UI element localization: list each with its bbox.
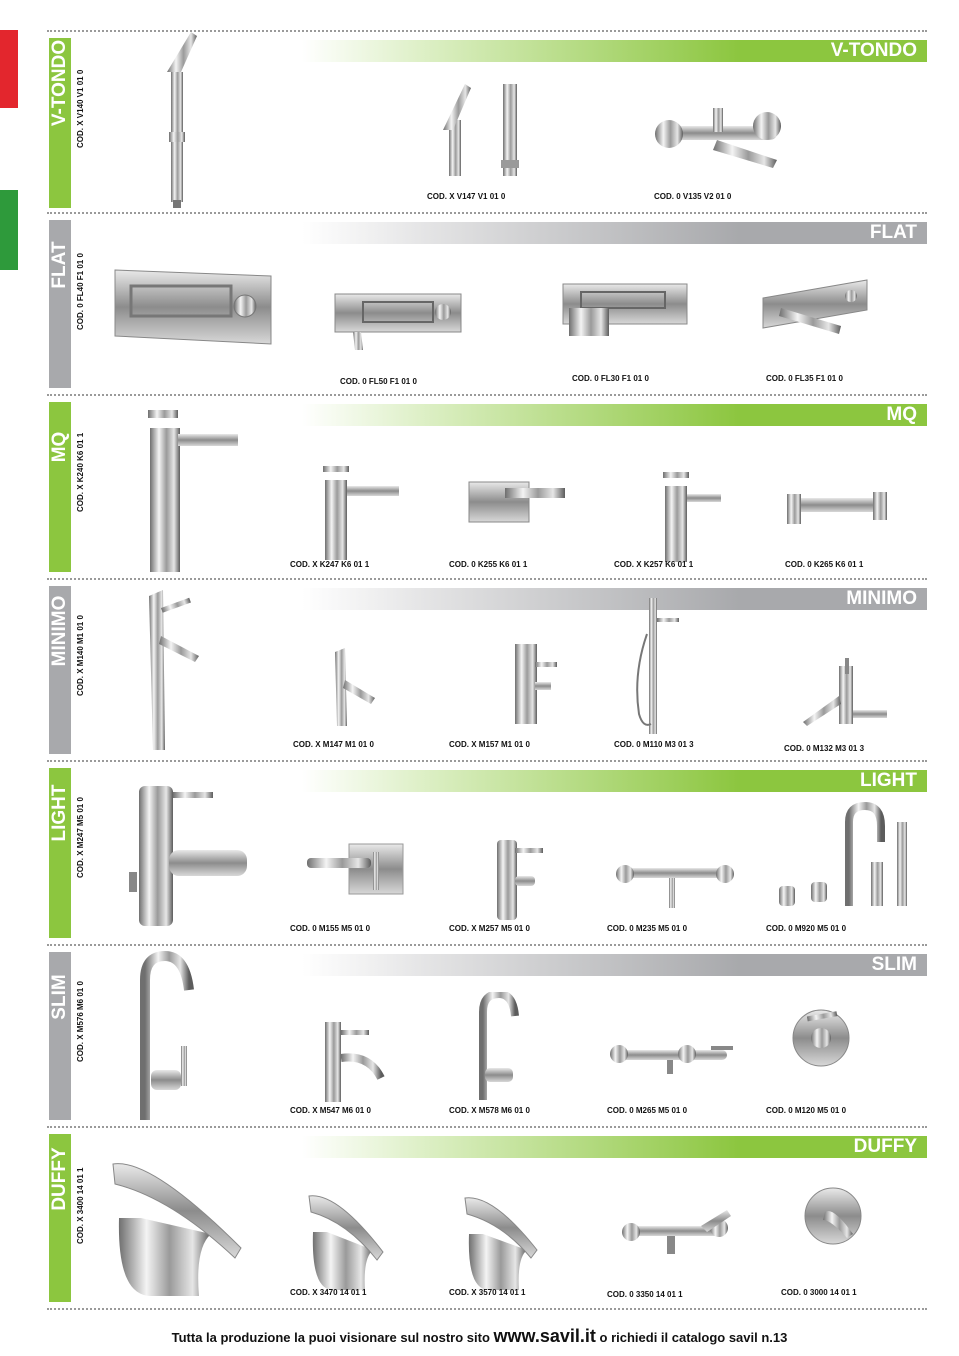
section-title: MQ <box>886 404 917 425</box>
product-code: COD. 0 FL30 F1 01 0 <box>572 374 649 383</box>
product-code: COD. 0 M110 M3 01 3 <box>614 740 694 749</box>
product-image <box>317 464 401 564</box>
section-title-band <box>302 40 927 62</box>
product-image <box>791 1008 851 1070</box>
section-duffy <box>47 1128 927 1306</box>
footer-text-before: Tutta la produzione la puoi visionare sul nostro sito <box>171 1330 494 1345</box>
section-flat <box>47 214 927 392</box>
section-minimo <box>47 580 927 758</box>
section-title-band <box>302 588 927 610</box>
product-image <box>799 656 889 728</box>
flag-green-stripe <box>0 190 18 270</box>
section-title: SLIM <box>871 954 917 975</box>
product-image <box>761 278 871 340</box>
section-divider <box>47 1308 927 1310</box>
product-code: COD. X M157 M1 01 0 <box>449 740 530 749</box>
product-image <box>803 1186 863 1248</box>
section-title: DUFFY <box>853 1136 917 1157</box>
product-image <box>419 80 529 180</box>
main-product-code: COD. 0 FL40 F1 01 0 <box>76 253 85 330</box>
product-code: COD. 0 3000 14 01 1 <box>781 1288 857 1297</box>
product-image <box>319 1018 389 1106</box>
product-image <box>507 638 567 726</box>
main-product-code: COD. X M247 M5 01 0 <box>76 797 85 878</box>
product-image <box>647 100 787 180</box>
main-product-image <box>111 1158 247 1298</box>
product-image <box>783 488 893 532</box>
footer-note <box>0 1326 959 1347</box>
product-code: COD. 0 3350 14 01 1 <box>607 1290 683 1299</box>
product-code: COD. 0 M235 M5 01 0 <box>607 924 688 933</box>
section-side-title: MQ <box>49 431 70 463</box>
main-product-code: COD. X K240 K6 01 1 <box>76 432 85 512</box>
product-code: COD. 0 M155 M5 01 0 <box>290 924 371 933</box>
product-code: COD. 0 M132 M3 01 3 <box>784 744 865 753</box>
product-image <box>617 1206 733 1258</box>
section-v-tondo <box>47 32 927 212</box>
section-title-band <box>302 770 927 792</box>
section-title: MINIMO <box>846 588 917 609</box>
footer-website-link[interactable]: www.savil.it <box>493 1326 596 1346</box>
section-side-title: MINIMO <box>49 595 70 667</box>
product-image <box>327 646 391 726</box>
product-code: COD. 0 K255 K6 01 1 <box>449 560 528 569</box>
product-code: COD. X 3470 14 01 1 <box>290 1288 367 1297</box>
flag-white-stripe <box>0 108 18 190</box>
section-title-band <box>302 222 927 244</box>
main-product-image <box>137 586 217 752</box>
section-mq <box>47 396 927 576</box>
product-code: COD. X M147 M1 01 0 <box>293 740 374 749</box>
product-image <box>307 1192 387 1292</box>
flag-red-stripe <box>0 30 18 108</box>
product-image <box>491 836 547 924</box>
product-code: COD. X M257 M5 01 0 <box>449 924 530 933</box>
product-code: COD. 0 FL50 F1 01 0 <box>340 377 417 386</box>
product-image <box>303 840 407 900</box>
product-image <box>561 280 691 340</box>
product-image <box>333 288 463 352</box>
section-side-title: DUFFY <box>49 1147 70 1211</box>
section-side-title: LIGHT <box>49 784 70 842</box>
product-code: COD. 0 FL35 F1 01 0 <box>766 374 843 383</box>
main-product-code: COD. X M576 M6 01 0 <box>76 981 85 1062</box>
section-light <box>47 762 927 942</box>
product-image <box>631 594 691 736</box>
product-image <box>463 1194 543 1292</box>
main-product-image <box>147 32 207 210</box>
main-product-image <box>129 950 209 1122</box>
section-side-title: FLAT <box>49 241 70 289</box>
product-code: COD. X M547 M6 01 0 <box>290 1106 371 1115</box>
product-image <box>771 802 919 912</box>
main-product-code: COD. X 3400 14 01 1 <box>76 1167 85 1244</box>
section-title: FLAT <box>869 222 917 243</box>
section-title-band <box>302 1136 927 1158</box>
main-product-code: COD. X M140 M1 01 0 <box>76 615 85 696</box>
product-code: COD. X K247 K6 01 1 <box>290 560 370 569</box>
section-side-title: SLIM <box>49 974 70 1020</box>
main-product-image <box>113 268 273 348</box>
product-code: COD. 0 K265 K6 01 1 <box>785 560 864 569</box>
section-slim <box>47 946 927 1124</box>
section-title: LIGHT <box>860 770 917 791</box>
product-code: COD. 0 V135 V2 01 0 <box>654 192 732 201</box>
main-product-image <box>142 408 242 574</box>
product-code: COD. 0 M920 M5 01 0 <box>766 924 847 933</box>
product-code: COD. X 3570 14 01 1 <box>449 1288 526 1297</box>
product-image <box>655 470 725 566</box>
product-image <box>607 1038 737 1078</box>
product-code: COD. X V147 V1 01 0 <box>427 192 506 201</box>
product-image <box>465 478 569 528</box>
product-code: COD. X K257 K6 01 1 <box>614 560 694 569</box>
product-code: COD. 0 M120 M5 01 0 <box>766 1106 847 1115</box>
section-title: V-TONDO <box>830 40 917 61</box>
main-product-image <box>125 782 255 932</box>
product-image <box>615 852 735 912</box>
footer-text-after: o richiedi il catalogo savil n.13 <box>595 1330 788 1345</box>
product-code: COD. X M578 M6 01 0 <box>449 1106 530 1115</box>
product-code: COD. 0 M265 M5 01 0 <box>607 1106 688 1115</box>
section-side-title: V-TONDO <box>49 39 70 127</box>
product-image <box>471 992 527 1102</box>
section-title-band <box>302 404 927 426</box>
section-title-band <box>302 954 927 976</box>
main-product-code: COD. X V140 V1 01 0 <box>76 69 85 148</box>
